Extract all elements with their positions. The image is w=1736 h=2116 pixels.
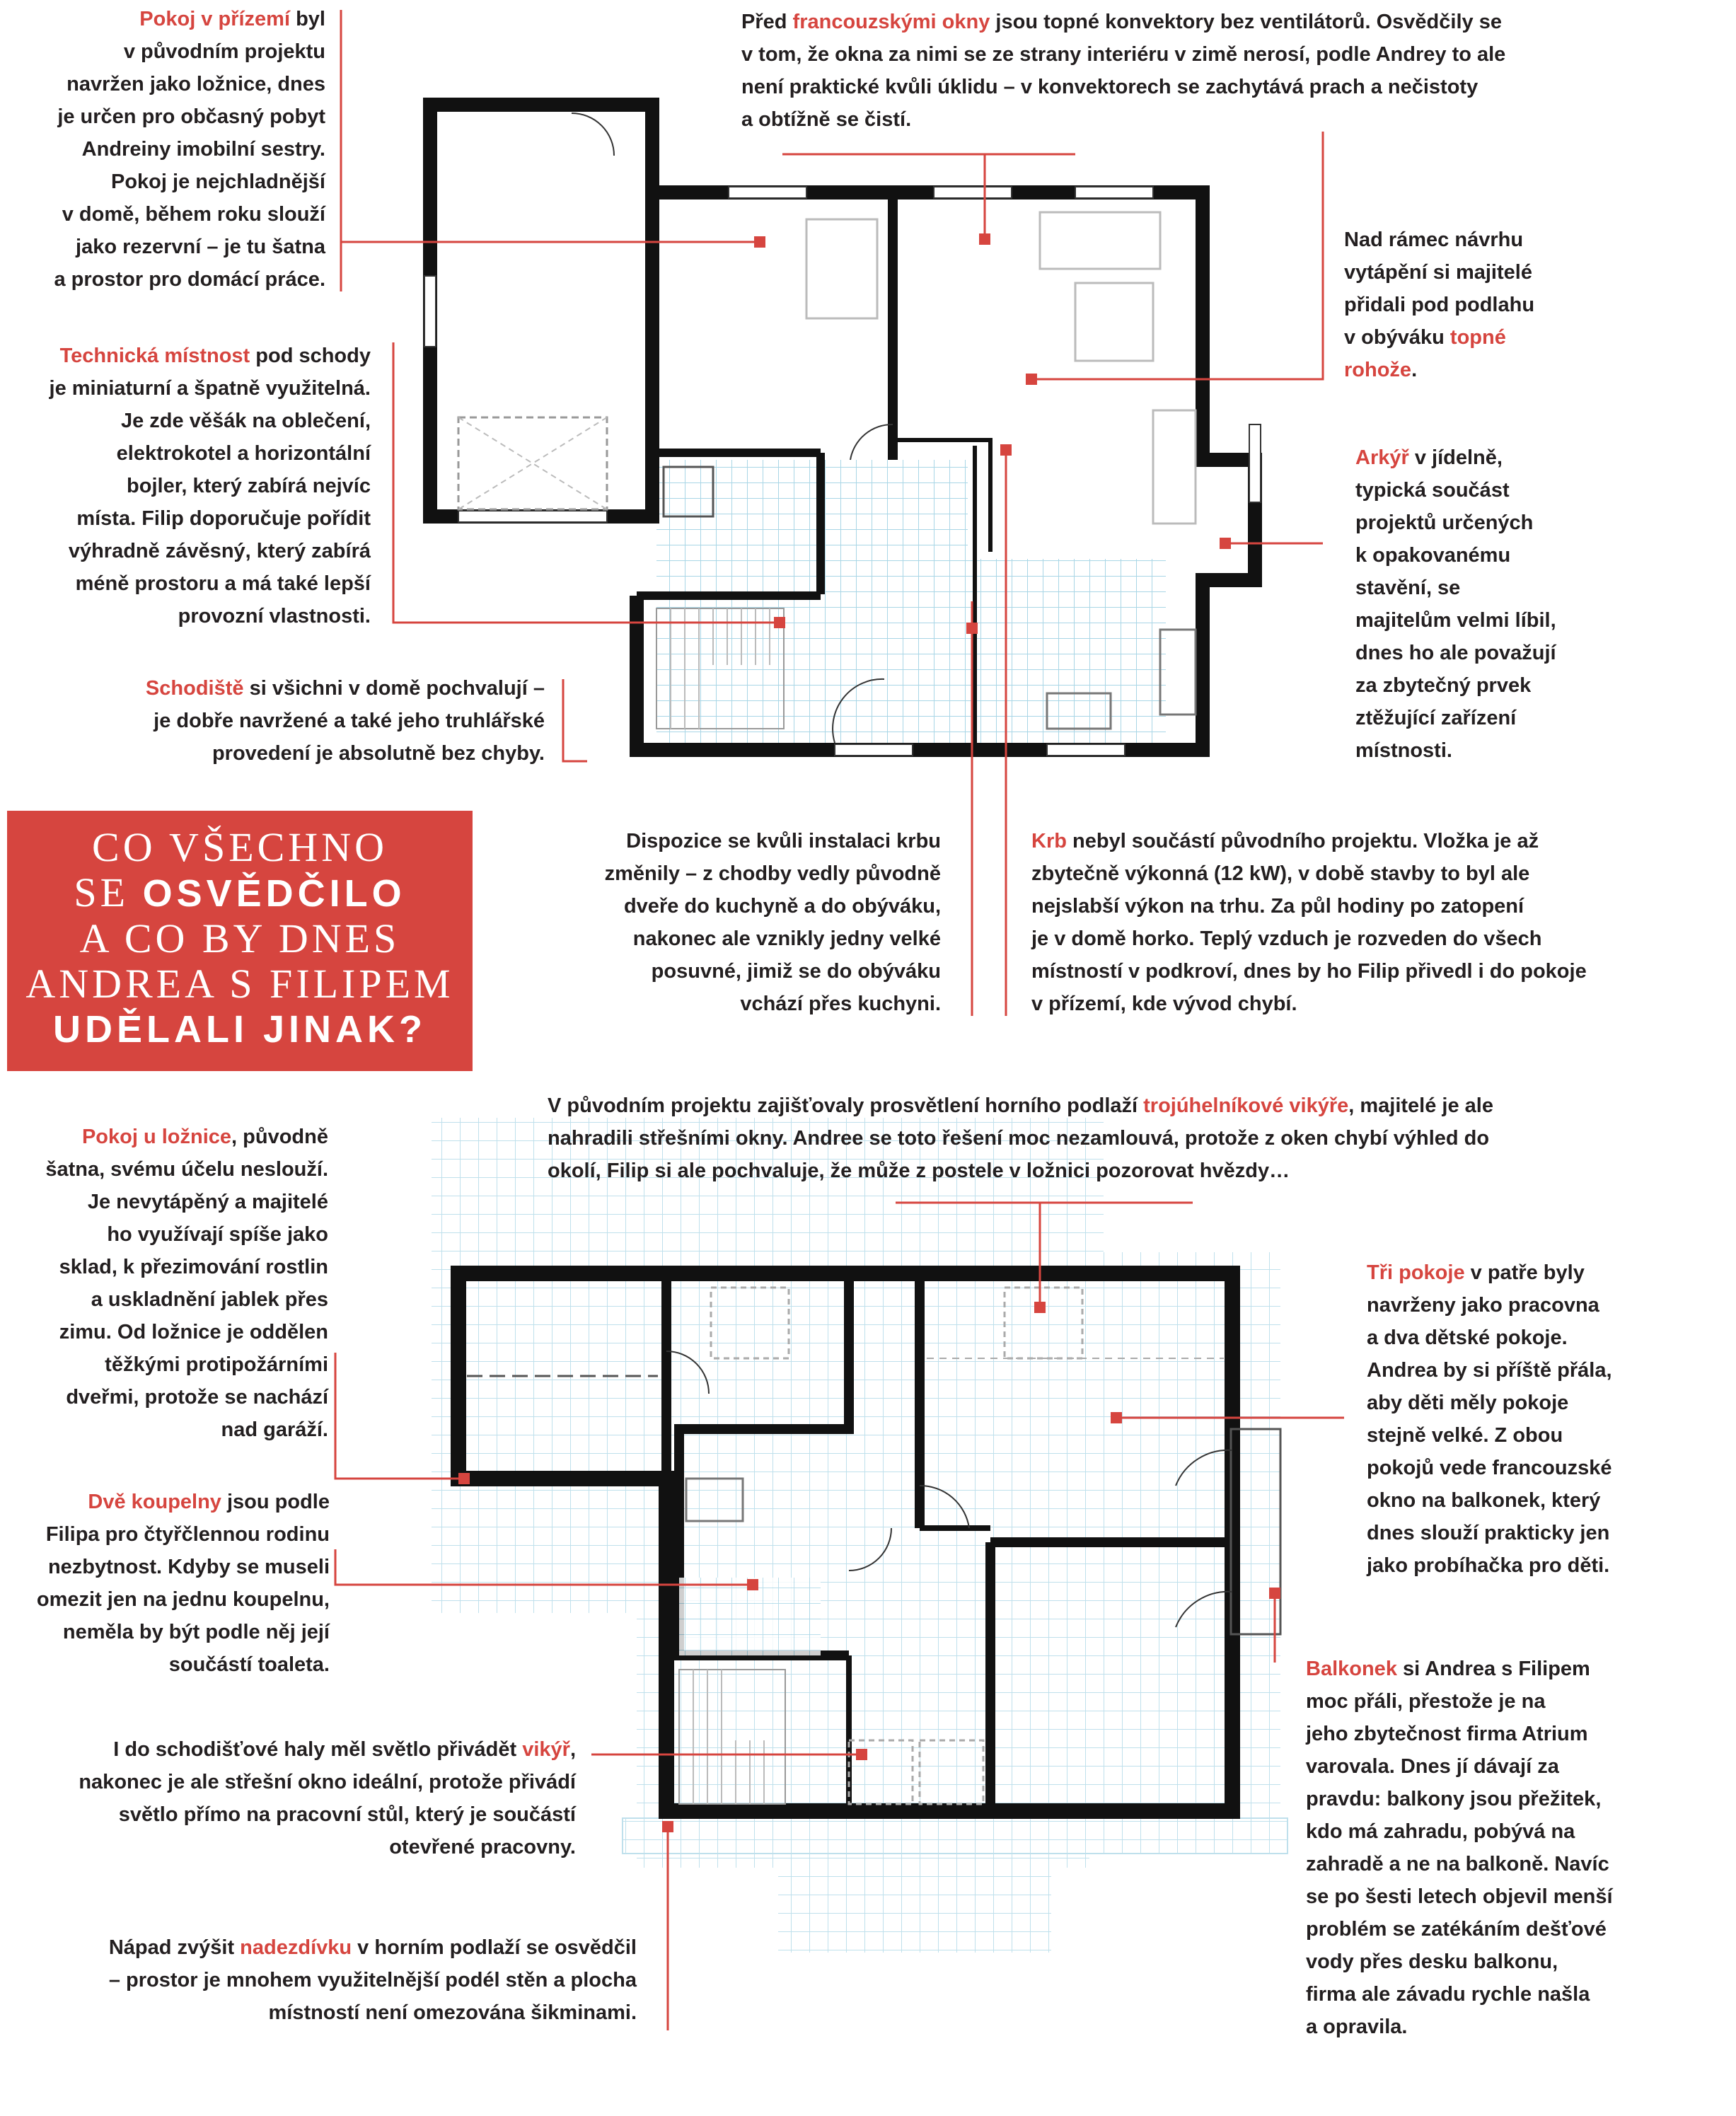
- line: neměla by být podle něj její: [62, 1621, 330, 1643]
- line: posuvné, jimiž se do obýváku: [651, 960, 941, 983]
- text: Před: [741, 11, 793, 33]
- line: bojler, který zabírá nejvíc: [127, 475, 371, 497]
- highlight: topné: [1449, 326, 1506, 349]
- line: ztěžující zařízení: [1355, 707, 1517, 729]
- highlight: Tři pokoje: [1367, 1261, 1465, 1284]
- line: Nad rámec návrhu: [1344, 229, 1524, 251]
- line: přidali pod podlahu: [1344, 294, 1535, 316]
- line: nad garáží.: [221, 1418, 328, 1441]
- line: v přízemí, kde vývod chybí.: [1031, 993, 1297, 1015]
- line: projektů určených: [1355, 511, 1534, 534]
- text: SE: [74, 869, 143, 915]
- line: je dobře navržené a také jeho truhlářské: [154, 710, 545, 732]
- line: méně prostoru a má také lepší: [75, 572, 371, 595]
- line: jako rezervní – je tu šatna: [76, 236, 325, 258]
- highlight: Pokoj v přízemí: [139, 8, 291, 30]
- line: nakonec je ale střešní okno ideální, protože přivádí: [79, 1771, 576, 1793]
- line: otevřené pracovny.: [389, 1836, 576, 1858]
- annotation-pokoj-prizemi: [54, 3, 325, 296]
- line: zimu. Od ložnice je oddělen: [59, 1321, 328, 1343]
- annotation-vikyre: [548, 1089, 1493, 1187]
- line: Pokoj je nejchladnější: [111, 170, 325, 193]
- highlight: trojúhelníkové vikýře: [1143, 1094, 1349, 1117]
- line: jako probíhačka pro děti.: [1367, 1554, 1610, 1577]
- title-line-3: A CO BY DNES: [79, 915, 400, 961]
- annotation-tri-pokoje: [1367, 1256, 1612, 1582]
- title-line-1: CO VŠECHNO: [92, 824, 388, 870]
- line: je v domě horko. Teplý vzduch je rozveden do všech: [1031, 927, 1542, 950]
- line: Dispozice se kvůli instalaci krbu: [626, 830, 941, 852]
- line: změnily – z chodby vedly původně: [604, 862, 941, 885]
- line: jeho zbytečnost firma Atrium: [1306, 1723, 1588, 1745]
- highlight: vikýř: [522, 1738, 570, 1761]
- text: Nápad zvýšit: [108, 1936, 241, 1959]
- line: součástí toaleta.: [168, 1653, 330, 1676]
- line: dnes slouží prakticky jen: [1367, 1522, 1610, 1544]
- line: vytápění si majitelé: [1344, 261, 1532, 284]
- line: vchází přes kuchyni.: [740, 993, 941, 1015]
- line: není praktické kvůli úklidu – v konvektorech se zachytává prach a nečistoty: [741, 76, 1479, 98]
- annotation-dispozice: [605, 825, 941, 1020]
- annotation-schodiste: [146, 672, 545, 770]
- highlight: Pokoj u ložnice: [81, 1126, 232, 1148]
- line: se po šesti letech objevil menší: [1306, 1885, 1613, 1908]
- line: místností v podkroví, dnes by ho Filip přivedl i do pokoje: [1031, 960, 1587, 983]
- line: zbytečně výkonná (12 kW), v době stavby to byl ale: [1031, 862, 1530, 885]
- text: pod schody: [250, 345, 371, 367]
- annotation-balkonek: [1306, 1653, 1613, 2043]
- line: a opravila.: [1306, 2016, 1408, 2038]
- text: si všichni v domě pochvalují –: [243, 677, 545, 700]
- line: stavění, se: [1355, 577, 1461, 599]
- line: kdo má zahradu, pobývá na: [1306, 1820, 1575, 1843]
- line: světlo přímo na pracovní stůl, který je součástí: [118, 1803, 576, 1826]
- line: omezit jen na jednu koupelnu,: [36, 1588, 330, 1611]
- text: nebyl součástí původního projektu. Vložka je až: [1066, 830, 1539, 852]
- line: provozní vlastnosti.: [178, 605, 371, 628]
- line: je miniaturní a špatně využitelná.: [49, 377, 371, 400]
- line: Je nevytápěný a majitelé: [87, 1191, 328, 1213]
- highlight: Dvě koupelny: [88, 1491, 221, 1513]
- text: I do schodišťové haly měl světlo přivádět: [113, 1738, 523, 1761]
- line: dnes ho ale považují: [1355, 642, 1556, 664]
- highlight: Krb: [1031, 830, 1067, 852]
- annotation-francouzska-okna: [741, 6, 1505, 136]
- title-line-4: ANDREA S FILIPEM: [25, 961, 454, 1007]
- highlight: Technická místnost: [59, 345, 250, 367]
- highlight: Arkýř: [1355, 446, 1409, 469]
- line: místnosti.: [1355, 739, 1452, 762]
- highlight: rohože: [1344, 359, 1412, 381]
- line: nejslabší výkon na trhu. Za půl hodiny po zatopení: [1031, 895, 1524, 918]
- line: místa. Filip doporučuje pořídit: [76, 507, 371, 530]
- line: aby děti měly pokoje: [1367, 1392, 1569, 1414]
- line: okolí, Filip si ale pochvaluje, že může z postele v ložnici pozorovat hvězdy…: [548, 1160, 1290, 1182]
- line: pravdu: balkony jsou přežitek,: [1306, 1788, 1602, 1810]
- line: ho využívají spíše jako: [107, 1223, 328, 1246]
- text: ,: [569, 1738, 576, 1761]
- text: .: [1411, 359, 1418, 381]
- text: v patře byly: [1464, 1261, 1585, 1284]
- line: sklad, k přezimování rostlin: [59, 1256, 328, 1278]
- line: provedení je absolutně bez chyby.: [212, 742, 545, 765]
- line: navrženy jako pracovna: [1367, 1294, 1599, 1317]
- line: Je zde věšák na oblečení,: [120, 410, 371, 432]
- line: a prostor pro domácí práce.: [54, 268, 325, 291]
- line: výhradně závěsný, který zabírá: [68, 540, 371, 562]
- line: a obtížně se čistí.: [741, 108, 912, 131]
- text: , majitelé je ale: [1348, 1094, 1493, 1117]
- title-line-2: [7, 870, 473, 916]
- line: je určen pro občasný pobyt: [57, 105, 325, 128]
- line: majitelům velmi líbil,: [1355, 609, 1556, 632]
- title-callout: [7, 811, 473, 1071]
- line: vody přes desku balkonu,: [1306, 1950, 1558, 1973]
- line: firma ale závadu rychle našla: [1306, 1983, 1590, 2006]
- line: dveřmi, protože se nachází: [66, 1386, 328, 1409]
- title-bold: OSVĚDČILO: [142, 872, 406, 915]
- line: navržen jako ložnice, dnes: [66, 73, 325, 96]
- text: jsou topné konvektory bez ventilátorů. Osvědčily se: [990, 11, 1502, 33]
- highlight: Schodiště: [145, 677, 244, 700]
- line: moc přáli, přestože je na: [1306, 1690, 1546, 1713]
- line: v původním projektu: [123, 40, 325, 63]
- line: Andreiny imobilní sestry.: [81, 138, 325, 161]
- text: , původně: [231, 1126, 328, 1148]
- line: těžkými protipožárními: [105, 1353, 328, 1376]
- text: V původním projektu zajišťovaly prosvětlení horního podlaží: [548, 1094, 1144, 1117]
- annotation-vikyr: [79, 1733, 576, 1863]
- line: stejně velké. Z obou: [1367, 1424, 1563, 1447]
- line: místností není omezována šikminami.: [268, 2001, 637, 2024]
- highlight: nadezdívku: [240, 1936, 352, 1959]
- annotation-koupelny: [37, 1486, 330, 1681]
- line: a dva dětské pokoje.: [1367, 1326, 1568, 1349]
- highlight: francouzskými okny: [792, 11, 990, 33]
- line: v domě, během roku slouží: [62, 203, 325, 226]
- line: pokojů vede francouzské: [1367, 1457, 1612, 1479]
- text: jsou podle: [221, 1491, 330, 1513]
- line: Andrea by si příště přála,: [1367, 1359, 1612, 1382]
- annotation-pokoj-loznice: [45, 1121, 328, 1446]
- text: byl: [290, 8, 325, 30]
- line: okno na balkonek, který: [1367, 1489, 1601, 1512]
- annotation-krb: [1031, 825, 1587, 1020]
- line: elektrokotel a horizontální: [116, 442, 371, 465]
- line: v tom, že okna za nimi se ze strany interiéru v zimě nerosí, podle Andrey to ale: [741, 43, 1506, 66]
- text: v obýváku: [1344, 326, 1450, 349]
- line: zahradě a ne na balkoně. Navíc: [1306, 1853, 1609, 1875]
- text: v jídelně,: [1408, 446, 1503, 469]
- line: varovala. Dnes jí dávají za: [1306, 1755, 1559, 1778]
- line: Filipa pro čtyřčlennou rodinu: [45, 1523, 330, 1546]
- line: šatna, svému účelu neslouží.: [45, 1158, 328, 1181]
- annotation-topne-rohoze: [1344, 224, 1534, 386]
- line: nakonec ale vznikly jedny velké: [632, 927, 941, 950]
- title-line-5: UDĚLALI JINAK?: [53, 1008, 427, 1051]
- line: za zbytečný prvek: [1355, 674, 1532, 697]
- annotation-nadezdivka: [109, 1931, 637, 2029]
- line: nahradili střešními okny. Andree se toto řešení moc nezamlouvá, protože z oken chybí výhled do: [548, 1127, 1490, 1150]
- line: problém se zatékáním dešťové: [1306, 1918, 1607, 1941]
- highlight: Balkonek: [1306, 1658, 1397, 1680]
- line: a uskladnění jablek přes: [91, 1288, 328, 1311]
- annotation-arkyr: [1355, 441, 1556, 767]
- line: nezbytnost. Kdyby se museli: [47, 1556, 330, 1578]
- line: – prostor je mnohem využitelnější podél stěn a plocha: [108, 1969, 637, 1991]
- text: si Andrea s Filipem: [1396, 1658, 1590, 1680]
- text: v horním podlaží se osvědčil: [352, 1936, 637, 1959]
- ground-floor-plan: [424, 105, 1261, 756]
- line: typická součást: [1355, 479, 1510, 502]
- line: dveře do kuchyně a do obýváku,: [623, 895, 941, 918]
- annotation-technicka: [50, 340, 371, 632]
- line: k opakovanému: [1355, 544, 1511, 567]
